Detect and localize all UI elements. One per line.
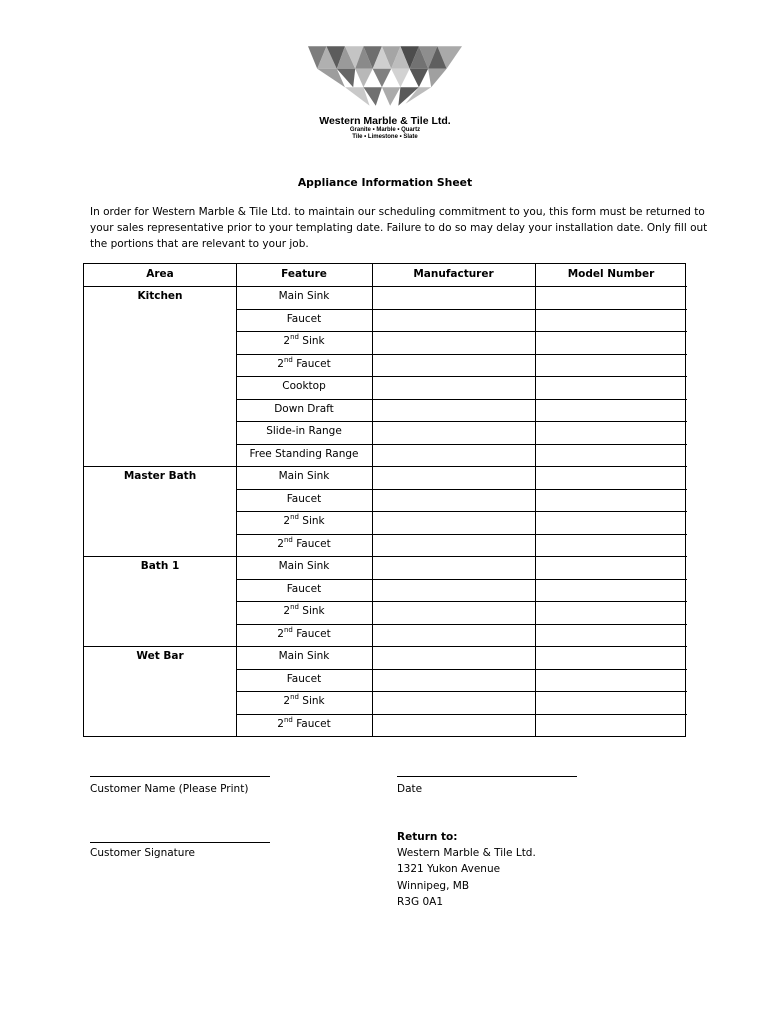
feature-label [236, 600, 372, 622]
feature-text: Faucet [286, 672, 322, 685]
customer-name-label: Customer Name (Please Print) [90, 783, 249, 795]
feature-text: Sink [298, 605, 325, 617]
company-logo-graphic [308, 46, 462, 108]
feature-label [236, 623, 372, 645]
company-tagline-line1: Granite • Marble • Quartz [349, 127, 421, 133]
manufacturer-input-cell[interactable] [373, 444, 534, 466]
company-tagline-line2: Tile • Limestone • Slate [352, 134, 418, 140]
feature-label [236, 330, 372, 352]
feature-text: Sink [298, 695, 325, 707]
feature-label [236, 285, 372, 307]
manufacturer-input-cell[interactable] [373, 556, 534, 578]
feature-text: 2 [283, 605, 291, 617]
feature-text: Faucet [286, 582, 322, 595]
manufacturer-input-cell[interactable] [373, 669, 534, 691]
model-number-input-cell[interactable] [536, 399, 686, 421]
feature-text: Slide-in Range [266, 425, 342, 437]
feature-ordinal-suffix: nd [283, 715, 293, 724]
date-label: Date [397, 783, 423, 795]
feature-ordinal-suffix: nd [290, 693, 299, 701]
feature-label [236, 578, 372, 600]
manufacturer-input-cell[interactable] [373, 624, 534, 646]
feature-ordinal-suffix: nd [290, 603, 299, 611]
date-line[interactable] [397, 776, 577, 777]
company-name: Western Marble & Tile Ltd. [319, 115, 451, 127]
feature-ordinal-suffix: nd [290, 333, 299, 341]
feature-ordinal-suffix: nd [283, 355, 293, 364]
area-label: Bath 1 [140, 560, 180, 572]
feature-text: Sink [298, 515, 325, 527]
manufacturer-input-cell[interactable] [373, 466, 534, 488]
feature-text: 2 [277, 627, 284, 640]
feature-label [236, 375, 372, 397]
manufacturer-input-cell[interactable] [373, 534, 534, 556]
feature-text: Cooktop [282, 380, 326, 392]
feature-text: Faucet [292, 717, 331, 730]
feature-text: Down Draft [274, 402, 334, 415]
feature-label [236, 668, 372, 690]
manufacturer-input-cell[interactable] [373, 399, 534, 421]
manufacturer-input-cell[interactable] [373, 376, 534, 398]
area-label: Kitchen [137, 290, 183, 302]
feature-text: Faucet [292, 537, 331, 550]
feature-text: Main Sink [278, 650, 330, 662]
document-title: Appliance Information Sheet [297, 176, 473, 189]
customer-name-line[interactable] [90, 776, 270, 777]
feature-text: 2 [277, 537, 284, 550]
feature-label [236, 645, 372, 667]
feature-label [236, 398, 372, 420]
manufacturer-input-cell[interactable] [373, 354, 534, 376]
feature-label [236, 465, 372, 487]
feature-ordinal-suffix: nd [290, 513, 299, 521]
customer-signature-label: Customer Signature [90, 847, 195, 859]
feature-text: Faucet [292, 627, 331, 640]
manufacturer-input-cell[interactable] [373, 331, 534, 353]
feature-label [236, 488, 372, 510]
feature-text: Faucet [286, 312, 322, 325]
model-number-input-cell[interactable] [536, 601, 686, 623]
feature-text: Faucet [292, 357, 331, 370]
feature-text: Faucet [286, 492, 322, 505]
feature-text: Main Sink [278, 470, 330, 482]
feature-ordinal-suffix: nd [283, 535, 293, 544]
manufacturer-input-cell[interactable] [373, 309, 534, 331]
return-address-line: Winnipeg, MB [397, 880, 470, 892]
model-number-input-cell[interactable] [536, 556, 686, 578]
model-number-input-cell[interactable] [536, 646, 686, 668]
return-to-title: Return to: [397, 831, 458, 843]
feature-text: Main Sink [278, 560, 330, 572]
manufacturer-input-cell[interactable] [373, 511, 534, 533]
feature-label [236, 510, 372, 532]
feature-label [236, 308, 372, 330]
appliance-table [83, 263, 686, 737]
model-number-input-cell[interactable] [536, 286, 686, 308]
model-number-input-cell[interactable] [536, 511, 686, 533]
feature-label [236, 555, 372, 577]
feature-label [236, 713, 372, 735]
feature-label [236, 690, 372, 712]
model-number-input-cell[interactable] [536, 376, 686, 398]
area-label: Master Bath [123, 470, 197, 482]
model-number-input-cell[interactable] [536, 714, 686, 736]
model-number-input-cell[interactable] [536, 354, 686, 376]
model-number-input-cell[interactable] [536, 579, 686, 601]
feature-label [236, 420, 372, 442]
manufacturer-input-cell[interactable] [373, 421, 534, 443]
model-number-input-cell[interactable] [536, 421, 686, 443]
model-number-input-cell[interactable] [536, 691, 686, 713]
header-feature: Feature [281, 268, 327, 280]
intro-line: your sales representative prior to your templating date. Failure to do so may delay your installation date. Only fill out [90, 222, 708, 235]
manufacturer-input-cell[interactable] [373, 601, 534, 623]
header-area: Area [146, 268, 174, 280]
feature-label [236, 443, 372, 465]
model-number-input-cell[interactable] [536, 309, 686, 331]
feature-text: Sink [298, 335, 325, 347]
feature-label [236, 533, 372, 555]
intro-paragraph [90, 204, 708, 253]
feature-text: 2 [277, 357, 284, 370]
return-address-line: Western Marble & Tile Ltd. [397, 847, 536, 859]
feature-text: 2 [277, 717, 284, 730]
feature-text: 2 [283, 695, 291, 707]
header-model-number: Model Number [567, 268, 655, 280]
feature-ordinal-suffix: nd [283, 625, 293, 634]
model-number-input-cell[interactable] [536, 466, 686, 488]
feature-text: 2 [283, 335, 291, 347]
manufacturer-input-cell[interactable] [373, 646, 534, 668]
manufacturer-input-cell[interactable] [373, 286, 534, 308]
model-number-input-cell[interactable] [536, 624, 686, 646]
customer-signature-line[interactable] [90, 842, 270, 843]
header-manufacturer: Manufacturer [413, 268, 494, 280]
manufacturer-input-cell[interactable] [373, 579, 534, 601]
feature-text: Free Standing Range [249, 447, 359, 460]
intro-line: In order for Western Marble & Tile Ltd. to maintain our scheduling commitment to you, this form must be returned to [90, 206, 705, 218]
feature-label [236, 353, 372, 375]
model-number-input-cell[interactable] [536, 444, 686, 466]
return-address-line: 1321 Yukon Avenue [397, 863, 501, 875]
model-number-input-cell[interactable] [536, 669, 686, 691]
model-number-input-cell[interactable] [536, 489, 686, 511]
area-label: Wet Bar [136, 650, 184, 662]
model-number-input-cell[interactable] [536, 331, 686, 353]
model-number-input-cell[interactable] [536, 534, 686, 556]
feature-text: 2 [283, 515, 291, 527]
manufacturer-input-cell[interactable] [373, 489, 534, 511]
feature-text: Main Sink [278, 290, 330, 302]
manufacturer-input-cell[interactable] [373, 714, 534, 736]
manufacturer-input-cell[interactable] [373, 691, 534, 713]
intro-line: the portions that are relevant to your job. [90, 238, 309, 251]
return-address-line: R3G 0A1 [397, 896, 443, 908]
